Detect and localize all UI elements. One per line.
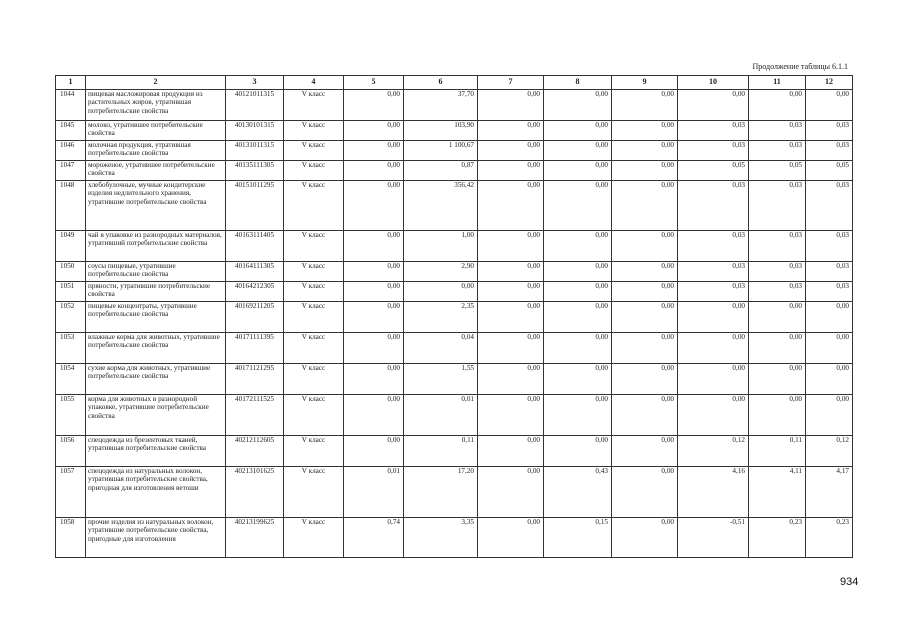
table-row [56, 161, 853, 181]
value-cell: 0,00 [612, 518, 678, 558]
value-cell: 0,03 [749, 231, 806, 262]
fkko-code-cell: 40171111395 [226, 333, 284, 364]
value-cell: 0,00 [478, 364, 544, 395]
value-cell: 0,00 [478, 262, 544, 282]
table-row [56, 333, 853, 364]
value-cell: 0,12 [678, 436, 749, 467]
value-cell: 0,00 [478, 518, 544, 558]
value-cell: 103,90 [404, 121, 478, 141]
waste-name-cell: спецодежда из брезентовых тканей, утратившая потребительские свойства [86, 436, 226, 467]
value-cell: 2,35 [404, 302, 478, 333]
value-cell: 0,00 [749, 395, 806, 436]
row-number-cell: 1053 [56, 333, 86, 364]
value-cell: 0,03 [806, 262, 853, 282]
hazard-class-cell: V класс [284, 467, 344, 518]
value-cell: 0,04 [404, 333, 478, 364]
value-cell: 0,00 [544, 302, 612, 333]
value-cell: 0,00 [612, 467, 678, 518]
hazard-class-cell: V класс [284, 121, 344, 141]
waste-name-cell: пряности, утратившие потребительские свойства [86, 282, 226, 302]
value-cell: 0,00 [344, 282, 404, 302]
value-cell: 0,11 [404, 436, 478, 467]
value-cell: 0,00 [478, 467, 544, 518]
waste-name-cell: хлебобулочные, мучные кондитерские изделия недлительного хранения, утратившие потребительские свойства [86, 181, 226, 231]
value-cell: 0,43 [544, 467, 612, 518]
fkko-code-cell: 40163111405 [226, 231, 284, 262]
value-cell: 1,55 [404, 364, 478, 395]
row-number-cell: 1050 [56, 262, 86, 282]
waste-name-cell: сухие корма для животных, утратившие потребительские свойства [86, 364, 226, 395]
value-cell: 0,00 [749, 90, 806, 121]
page-number: 934 [840, 576, 859, 588]
column-header: 10 [678, 76, 749, 90]
fkko-code-cell: 40164212305 [226, 282, 284, 302]
value-cell: 0,03 [678, 181, 749, 231]
waste-name-cell: корма для животных в разнородной упаковке, утратившие потребительские свойства [86, 395, 226, 436]
column-header: 3 [226, 76, 284, 90]
column-header: 4 [284, 76, 344, 90]
value-cell: 0,00 [478, 181, 544, 231]
value-cell: 0,00 [478, 90, 544, 121]
row-number-cell: 1049 [56, 231, 86, 262]
fkko-code-cell: 40135111305 [226, 161, 284, 181]
value-cell: 0,00 [344, 141, 404, 161]
value-cell: 0,00 [612, 436, 678, 467]
value-cell: 0,03 [806, 282, 853, 302]
value-cell: 0,03 [806, 141, 853, 161]
table-row [56, 518, 853, 558]
value-cell: 0,11 [749, 436, 806, 467]
value-cell: 0,01 [344, 467, 404, 518]
value-cell: 0,00 [612, 121, 678, 141]
fkko-code-cell: 40164111305 [226, 262, 284, 282]
value-cell: 0,00 [344, 262, 404, 282]
fkko-code-cell: 40169211205 [226, 302, 284, 333]
value-cell: 0,03 [678, 282, 749, 302]
fkko-code-cell: 40130101315 [226, 121, 284, 141]
column-header: 9 [612, 76, 678, 90]
row-number-cell: 1052 [56, 302, 86, 333]
fkko-code-cell: 40151011295 [226, 181, 284, 231]
waste-name-cell: влажные корма для животных, утратившие потребительские свойства [86, 333, 226, 364]
value-cell: 0,03 [806, 121, 853, 141]
value-cell: 0,00 [612, 395, 678, 436]
waste-name-cell: молочная продукция, утратившая потребительские свойства [86, 141, 226, 161]
hazard-class-cell: V класс [284, 364, 344, 395]
value-cell: 0,03 [678, 262, 749, 282]
value-cell: 37,70 [404, 90, 478, 121]
fkko-code-cell: 40172111525 [226, 395, 284, 436]
value-cell: 0,00 [612, 282, 678, 302]
table-row [56, 364, 853, 395]
header-row [56, 76, 853, 90]
value-cell: 0,00 [806, 90, 853, 121]
value-cell: 0,00 [344, 364, 404, 395]
value-cell: 0,03 [806, 181, 853, 231]
value-cell: 0,00 [678, 333, 749, 364]
value-cell: 0,00 [544, 181, 612, 231]
hazard-class-cell: V класс [284, 302, 344, 333]
waste-name-cell: чай в упаковке из разнородных материалов, утративший потребительские свойства [86, 231, 226, 262]
value-cell: 0,00 [612, 364, 678, 395]
value-cell: 0,00 [544, 90, 612, 121]
table-row [56, 467, 853, 518]
value-cell: 0,23 [749, 518, 806, 558]
waste-table [55, 75, 853, 558]
value-cell: 0,00 [678, 90, 749, 121]
value-cell: 0,00 [344, 302, 404, 333]
value-cell: 0,00 [478, 282, 544, 302]
value-cell: 0,05 [678, 161, 749, 181]
value-cell: 0,00 [806, 333, 853, 364]
column-header: 11 [749, 76, 806, 90]
value-cell: 0,00 [344, 121, 404, 141]
hazard-class-cell: V класс [284, 518, 344, 558]
value-cell: 0,00 [544, 364, 612, 395]
value-cell: 0,00 [612, 231, 678, 262]
column-header: 7 [478, 76, 544, 90]
value-cell: 17,20 [404, 467, 478, 518]
value-cell: 0,05 [749, 161, 806, 181]
row-number-cell: 1056 [56, 436, 86, 467]
value-cell: 0,03 [749, 282, 806, 302]
value-cell: 4,11 [749, 467, 806, 518]
fkko-code-cell: 40131011315 [226, 141, 284, 161]
value-cell: 0,01 [404, 395, 478, 436]
hazard-class-cell: V класс [284, 141, 344, 161]
waste-name-cell: пищевые концентраты, утратившие потребительские свойства [86, 302, 226, 333]
value-cell: 1,00 [404, 231, 478, 262]
value-cell: 0,00 [612, 333, 678, 364]
row-number-cell: 1058 [56, 518, 86, 558]
value-cell: 0,00 [544, 282, 612, 302]
value-cell: 0,00 [344, 161, 404, 181]
hazard-class-cell: V класс [284, 181, 344, 231]
value-cell: 0,00 [478, 141, 544, 161]
value-cell: 2,90 [404, 262, 478, 282]
row-number-cell: 1048 [56, 181, 86, 231]
value-cell: 0,00 [544, 121, 612, 141]
value-cell: 0,00 [478, 121, 544, 141]
waste-name-cell: пищевая масложировая продукция из растительных жиров, утратившая потребительские свойства [86, 90, 226, 121]
column-header: 5 [344, 76, 404, 90]
hazard-class-cell: V класс [284, 395, 344, 436]
waste-name-cell: мороженое, утратившее потребительские свойства [86, 161, 226, 181]
value-cell: 4,17 [806, 467, 853, 518]
table-row [56, 302, 853, 333]
table-row [56, 121, 853, 141]
value-cell: 0,03 [678, 121, 749, 141]
value-cell: 0,00 [544, 231, 612, 262]
fkko-code-cell: 40171121295 [226, 364, 284, 395]
column-header: 6 [404, 76, 478, 90]
value-cell: 0,03 [806, 231, 853, 262]
row-number-cell: 1046 [56, 141, 86, 161]
table-row [56, 262, 853, 282]
value-cell: 0,00 [678, 364, 749, 395]
value-cell: 0,00 [344, 90, 404, 121]
value-cell: 0,03 [749, 121, 806, 141]
value-cell: 0,00 [612, 161, 678, 181]
fkko-code-cell: 40121011315 [226, 90, 284, 121]
value-cell: 0,00 [612, 90, 678, 121]
value-cell: -0,51 [678, 518, 749, 558]
value-cell: 0,87 [404, 161, 478, 181]
table-row [56, 395, 853, 436]
column-header: 1 [56, 76, 86, 90]
value-cell: 0,00 [612, 181, 678, 231]
fkko-code-cell: 40212112605 [226, 436, 284, 467]
value-cell: 0,00 [544, 395, 612, 436]
table-row [56, 181, 853, 231]
row-number-cell: 1057 [56, 467, 86, 518]
table-row [56, 436, 853, 467]
value-cell: 0,00 [544, 262, 612, 282]
row-number-cell: 1051 [56, 282, 86, 302]
value-cell: 0,15 [544, 518, 612, 558]
value-cell: 0,05 [806, 161, 853, 181]
waste-name-cell: прочие изделия из натуральных волокон, утратившие потребительские свойства, пригодные для изготовления [86, 518, 226, 558]
value-cell: 0,00 [749, 302, 806, 333]
value-cell: 0,00 [478, 436, 544, 467]
value-cell: 0,00 [478, 231, 544, 262]
value-cell: 356,42 [404, 181, 478, 231]
value-cell: 0,03 [678, 231, 749, 262]
row-number-cell: 1054 [56, 364, 86, 395]
hazard-class-cell: V класс [284, 282, 344, 302]
value-cell: 0,00 [344, 231, 404, 262]
value-cell: 0,00 [806, 302, 853, 333]
hazard-class-cell: V класс [284, 436, 344, 467]
hazard-class-cell: V класс [284, 262, 344, 282]
value-cell: 3,35 [404, 518, 478, 558]
row-number-cell: 1045 [56, 121, 86, 141]
value-cell: 0,00 [806, 364, 853, 395]
value-cell: 0,00 [478, 333, 544, 364]
table-row [56, 90, 853, 121]
value-cell: 0,00 [749, 333, 806, 364]
value-cell: 0,00 [344, 395, 404, 436]
column-header: 12 [806, 76, 853, 90]
value-cell: 0,03 [749, 141, 806, 161]
value-cell: 0,00 [612, 302, 678, 333]
value-cell: 0,74 [344, 518, 404, 558]
value-cell: 0,03 [678, 141, 749, 161]
fkko-code-cell: 40213101625 [226, 467, 284, 518]
value-cell: 0,00 [612, 262, 678, 282]
hazard-class-cell: V класс [284, 161, 344, 181]
value-cell: 0,12 [806, 436, 853, 467]
value-cell: 0,00 [749, 364, 806, 395]
value-cell: 0,00 [344, 436, 404, 467]
value-cell: 0,03 [749, 262, 806, 282]
value-cell: 4,16 [678, 467, 749, 518]
value-cell: 0,00 [344, 333, 404, 364]
value-cell: 0,00 [344, 181, 404, 231]
value-cell: 0,00 [544, 333, 612, 364]
hazard-class-cell: V класс [284, 90, 344, 121]
value-cell: 1 100,67 [404, 141, 478, 161]
value-cell: 0,00 [544, 161, 612, 181]
value-cell: 0,03 [749, 181, 806, 231]
value-cell: 0,00 [404, 282, 478, 302]
table-row [56, 141, 853, 161]
table-row [56, 231, 853, 262]
value-cell: 0,00 [478, 302, 544, 333]
value-cell: 0,00 [478, 161, 544, 181]
column-header: 8 [544, 76, 612, 90]
value-cell: 0,00 [478, 395, 544, 436]
table-row [56, 282, 853, 302]
hazard-class-cell: V класс [284, 231, 344, 262]
hazard-class-cell: V класс [284, 333, 344, 364]
value-cell: 0,00 [678, 395, 749, 436]
column-header: 2 [86, 76, 226, 90]
row-number-cell: 1044 [56, 90, 86, 121]
row-number-cell: 1055 [56, 395, 86, 436]
waste-name-cell: молоко, утратившее потребительские свойства [86, 121, 226, 141]
fkko-code-cell: 40213199625 [226, 518, 284, 558]
value-cell: 0,00 [544, 141, 612, 161]
value-cell: 0,23 [806, 518, 853, 558]
table-caption: Продолжение таблицы 6.1.1 [752, 62, 848, 71]
waste-name-cell: спецодежда из натуральных волокон, утратившая потребительские свойства, пригодная для изготовления ветоши [86, 467, 226, 518]
value-cell: 0,00 [612, 141, 678, 161]
value-cell: 0,00 [678, 302, 749, 333]
value-cell: 0,00 [806, 395, 853, 436]
waste-name-cell: соусы пищевые, утратившие потребительские свойства [86, 262, 226, 282]
row-number-cell: 1047 [56, 161, 86, 181]
value-cell: 0,00 [544, 436, 612, 467]
